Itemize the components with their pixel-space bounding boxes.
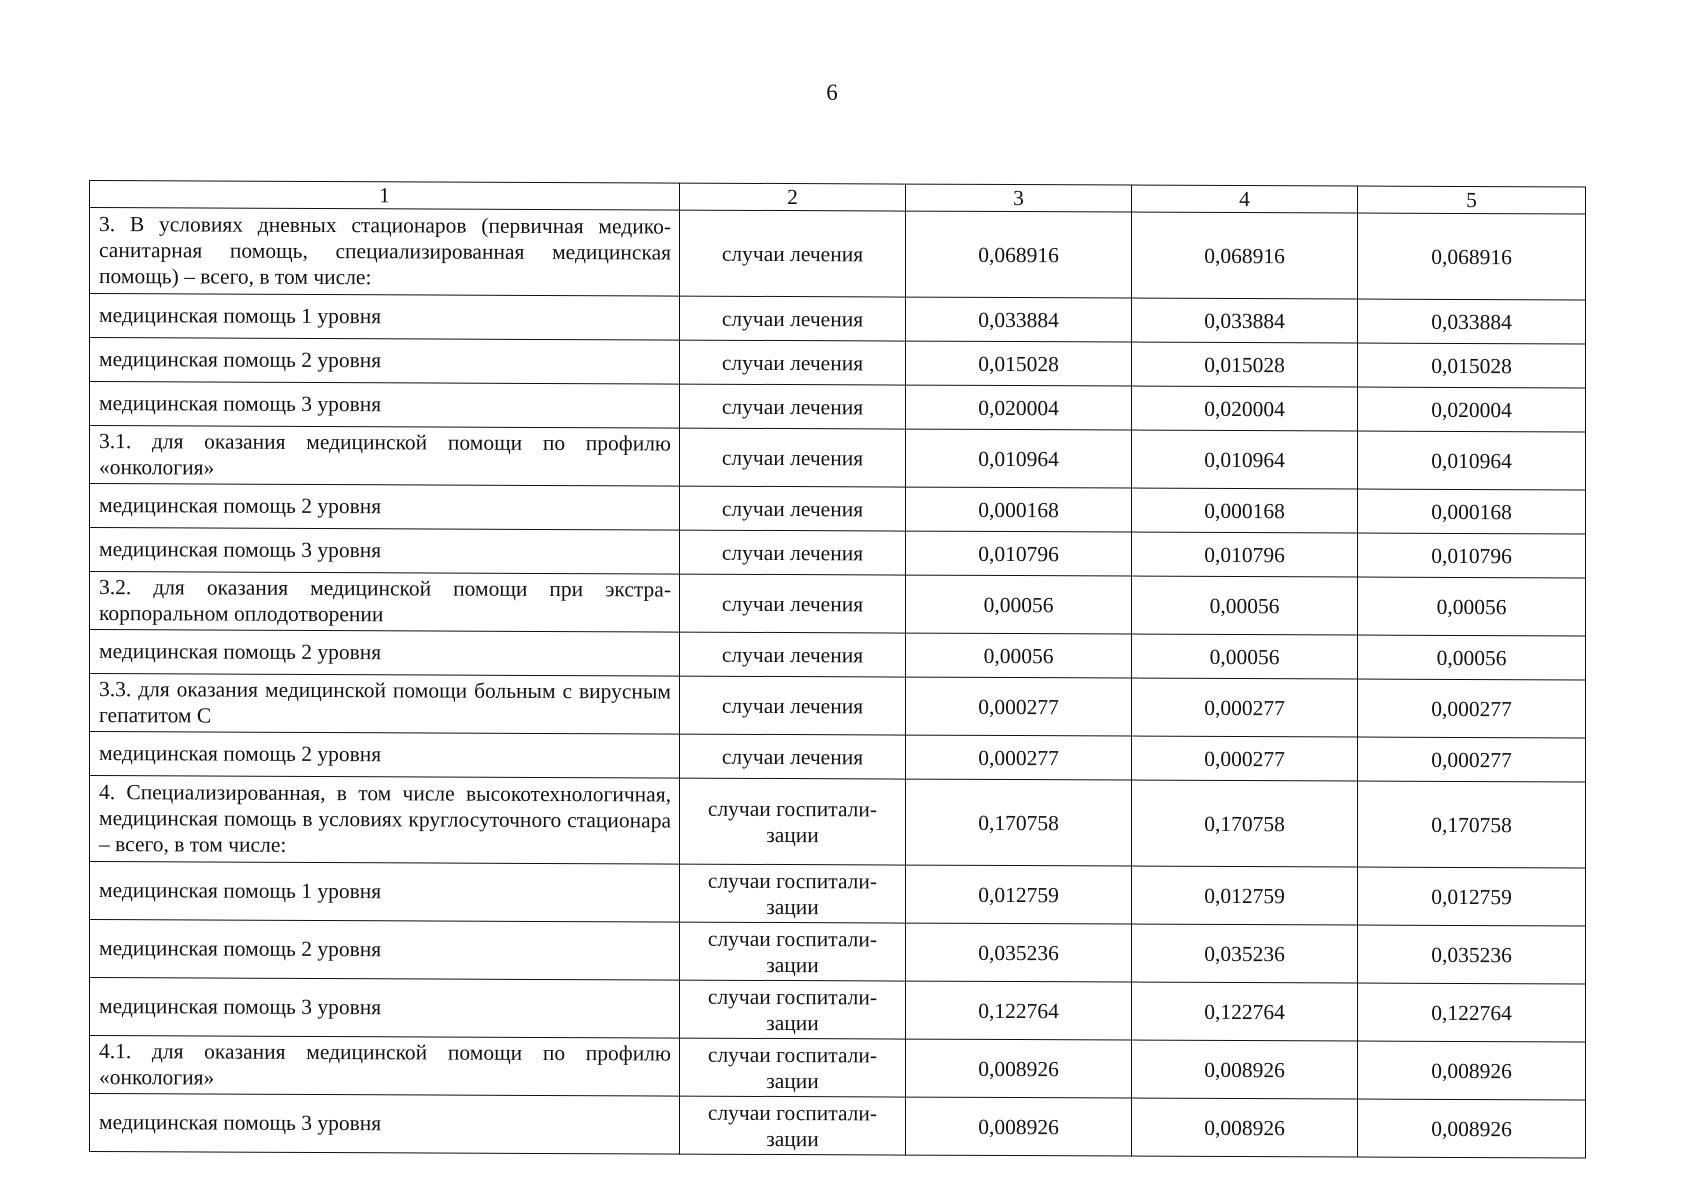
value-cell-col3: 0,068916 [906,211,1132,298]
table-row [90,484,1586,535]
row-label-cell: медицинская помощь 2 уровня [90,484,680,531]
row-label-cell: медицинская помощь 3 уровня [90,1094,680,1155]
column-header-3: 3 [906,184,1132,212]
table-row [90,572,1586,637]
unit-cell: случаи лечения [680,632,906,677]
unit-cell: случаи госпитализации [680,1096,906,1155]
table-row [90,674,1586,739]
table-row [90,1036,1586,1101]
table-row [90,528,1586,579]
value-cell-col3: 0,122764 [906,981,1132,1040]
value-cell-col3: 0,033884 [906,297,1132,342]
value-cell-col3: 0,00056 [906,633,1132,678]
value-cell-col3: 0,010796 [906,531,1132,576]
value-cell-col5: 0,033884 [1358,299,1586,344]
value-cell-col5: 0,000168 [1358,489,1586,534]
unit-cell: случаи лечения [680,574,906,633]
table-row [90,426,1586,491]
value-cell-col5: 0,068916 [1358,213,1586,300]
value-cell-col3: 0,000168 [906,487,1132,532]
value-cell-col4: 0,010796 [1132,532,1358,577]
table-row [90,382,1586,433]
value-cell-col3: 0,035236 [906,923,1132,982]
row-label-cell: 4. Специализированная, в том числе высокотехнологичная, медицинская помощь в условиях круглосуточного стационара – всего, в том числе: [90,776,680,865]
row-label-cell: 4.1. для оказания медицинской помощи по профилю «онкология» [90,1036,680,1097]
unit-cell: случаи лечения [680,734,906,779]
table-row [90,338,1586,389]
value-cell-col5: 0,010964 [1358,431,1586,490]
unit-cell: случаи госпитализации [680,980,906,1039]
table-row [90,1094,1586,1159]
unit-cell: случаи лечения [680,384,906,429]
table-row [90,862,1586,927]
value-cell-col4: 0,020004 [1132,386,1358,431]
row-label-cell: медицинская помощь 1 уровня [90,862,680,923]
unit-cell: случаи госпитализации [680,778,906,865]
unit-cell: случаи лечения [680,210,906,297]
row-label-cell: медицинская помощь 3 уровня [90,528,680,575]
table-row [90,208,1586,301]
row-label-cell: 3.2. для оказания медицинской помощи при экстракорпоральном оплодотворении [90,572,680,633]
table-row [90,920,1586,985]
value-cell-col3: 0,00056 [906,575,1132,634]
unit-cell: случаи госпитализации [680,864,906,923]
row-label-cell: медицинская помощь 2 уровня [90,920,680,981]
value-cell-col3: 0,000277 [906,735,1132,780]
value-cell-col4: 0,00056 [1132,634,1358,679]
norms-table [89,180,1586,1159]
row-label-cell: медицинская помощь 2 уровня [90,630,680,677]
unit-cell: случаи госпитализации [680,922,906,981]
value-cell-col4: 0,000277 [1132,736,1358,781]
table-row [90,776,1586,869]
value-cell-col5: 0,00056 [1358,635,1586,680]
value-cell-col4: 0,033884 [1132,298,1358,343]
value-cell-col5: 0,020004 [1358,387,1586,432]
value-cell-col5: 0,035236 [1358,925,1586,984]
value-cell-col3: 0,015028 [906,341,1132,386]
unit-cell: случаи лечения [680,340,906,385]
value-cell-col4: 0,00056 [1132,576,1358,635]
row-label-cell: медицинская помощь 3 уровня [90,978,680,1039]
table-row [90,732,1586,783]
column-header-2: 2 [680,183,906,211]
value-cell-col5: 0,010796 [1358,533,1586,578]
value-cell-col4: 0,010964 [1132,430,1358,489]
value-cell-col5: 0,015028 [1358,343,1586,388]
table-row [90,294,1586,345]
value-cell-col4: 0,008926 [1132,1098,1358,1157]
value-cell-col3: 0,008926 [906,1039,1132,1098]
value-cell-col5: 0,170758 [1358,781,1586,868]
unit-cell: случаи лечения [680,486,906,531]
value-cell-col4: 0,122764 [1132,982,1358,1041]
value-cell-col4: 0,012759 [1132,866,1358,925]
value-cell-col3: 0,170758 [906,779,1132,866]
value-cell-col4: 0,068916 [1132,212,1358,299]
value-cell-col4: 0,000168 [1132,488,1358,533]
unit-cell: случаи лечения [680,530,906,575]
value-cell-col5: 0,008926 [1358,1099,1586,1158]
column-header-4: 4 [1132,185,1358,213]
table-row [90,978,1586,1043]
column-header-5: 5 [1358,186,1586,214]
value-cell-col3: 0,020004 [906,385,1132,430]
row-label-cell: медицинская помощь 2 уровня [90,338,680,385]
unit-cell: случаи лечения [680,428,906,487]
value-cell-col3: 0,012759 [906,865,1132,924]
row-label-cell: 3.3. для оказания медицинской помощи больным с вирусным гепатитом С [90,674,680,735]
value-cell-col4: 0,015028 [1132,342,1358,387]
row-label-cell: 3.1. для оказания медицинской помощи по профилю «онкология» [90,426,680,487]
value-cell-col5: 0,122764 [1358,983,1586,1042]
value-cell-col5: 0,000277 [1358,679,1586,738]
value-cell-col5: 0,00056 [1358,577,1586,636]
row-label-cell: медицинская помощь 3 уровня [90,382,680,429]
row-label-cell: медицинская помощь 1 уровня [90,294,680,341]
row-label-cell: 3. В условиях дневных стационаров (первичная медико-санитарная помощь, специализированная медицинская помощь) – всего, в том числе: [90,208,680,297]
value-cell-col4: 0,035236 [1132,924,1358,983]
unit-cell: случаи лечения [680,676,906,735]
value-cell-col3: 0,000277 [906,677,1132,736]
column-header-1: 1 [90,181,680,211]
unit-cell: случаи госпитализации [680,1038,906,1097]
table-row [90,630,1586,681]
value-cell-col3: 0,010964 [906,429,1132,488]
value-cell-col5: 0,012759 [1358,867,1586,926]
value-cell-col5: 0,000277 [1358,737,1586,782]
table-body [90,208,1586,1159]
row-label-cell: медицинская помощь 2 уровня [90,732,680,779]
value-cell-col5: 0,008926 [1358,1041,1586,1100]
value-cell-col4: 0,000277 [1132,678,1358,737]
value-cell-col3: 0,008926 [906,1097,1132,1156]
value-cell-col4: 0,008926 [1132,1040,1358,1099]
unit-cell: случаи лечения [680,296,906,341]
page-number: 6 [826,80,838,105]
value-cell-col4: 0,170758 [1132,780,1358,867]
